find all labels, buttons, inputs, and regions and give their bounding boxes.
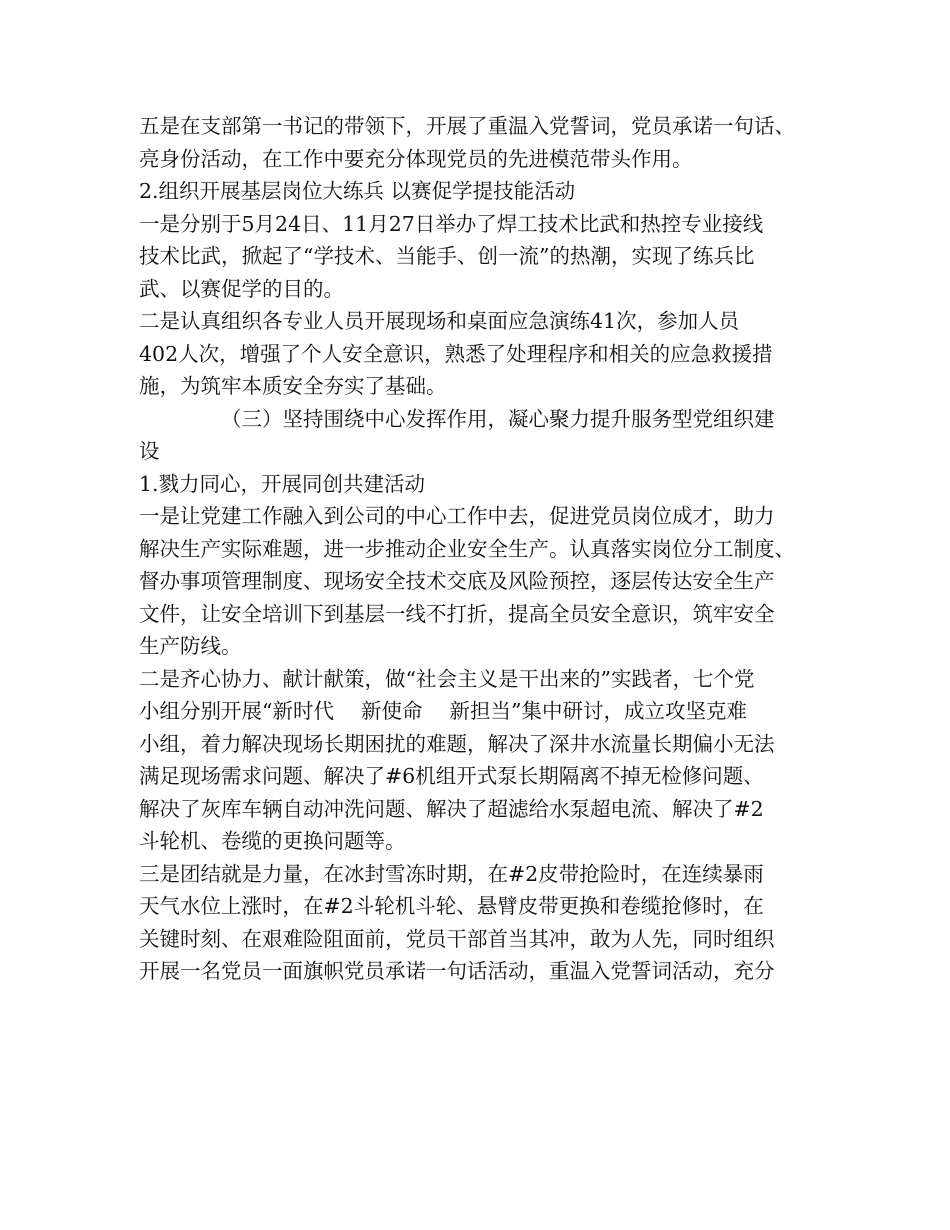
paragraph-line: 402人次，增强了个人安全意识，熟悉了处理程序和相关的应急救援措 — [139, 341, 773, 366]
subheading: 2.组织开展基层岗位大练兵 以赛促学提技能活动 — [139, 179, 576, 203]
paragraph-line: 关键时刻、在艰难险阻面前，党员干部首当其冲，敢为人先，同时组织 — [139, 926, 775, 951]
paragraph-line: 解决生产实际难题，进一步推动企业安全生产。认真落实岗位分工制度、 — [139, 536, 795, 561]
paragraph-line: 文件，让安全培训下到基层一线不打折，提高全员安全意识，筑牢安全 — [139, 601, 775, 626]
paragraph-line: 生产防线。 — [139, 634, 242, 658]
paragraph-line: 二是认真组织各专业人员开展现场和桌面应急演练41次，参加人员 — [139, 309, 740, 333]
section-heading: （三）坚持围绕中心发挥作用，凝心聚力提升服务型党组织建 — [221, 406, 775, 431]
paragraph-line: 三是团结就是力量，在冰封雪冻时期，在#2皮带抢险时，在连续暴雨 — [139, 861, 764, 886]
paragraph-line: 天气水位上涨时，在#2斗轮机斗轮、悬臂皮带更换和卷缆抢修时，在 — [139, 894, 764, 918]
paragraph-line: 一是分别于5月24日、11月27日举办了焊工技术比武和热控专业接线 — [139, 211, 764, 236]
paragraph-line: 解决了灰库车辆自动冲洗问题、解决了超滤给水泵超电流、解决了#2 — [139, 796, 764, 821]
paragraph-line: 督办事项管理制度、现场安全技术交底及风险预控，逐层传达安全生产 — [139, 569, 775, 593]
paragraph-line: 一是让党建工作融入到公司的中心工作中去，促进党员岗位成才，助力 — [139, 504, 775, 528]
paragraph-line: 开展一名党员一面旗帜党员承诺一句话活动，重温入党誓词活动，充分 — [139, 959, 775, 983]
paragraph-line: 施，为筑牢本质安全夯实了基础。 — [139, 374, 447, 398]
paragraph-line: 小组分别开展“新时代 新使命 新担当”集中研讨，成立攻坚克难 — [139, 699, 747, 723]
document-body — [139, 110, 819, 988]
paragraph-line: 斗轮机、卷缆的更换问题等。 — [139, 829, 406, 853]
paragraph-line: 武、以赛促学的目的。 — [139, 276, 344, 301]
paragraph-line: 小组，着力解决现场长期困扰的难题，解决了深井水流量长期偏小无法 — [139, 731, 775, 756]
paragraph-line: 技术比武，掀起了“学技术、当能手、创一流”的热潮，实现了练兵比 — [139, 244, 755, 268]
paragraph-line: 满足现场需求问题、解决了#6机组开式泵长期隔离不掉无检修问题、 — [139, 764, 764, 788]
paragraph-line: 二是齐心协力、献计献策，做“社会主义是干出来的”实践者，七个党 — [139, 666, 755, 691]
paragraph-line: 亮身份活动，在工作中要充分体现党员的先进模范带头作用。 — [139, 146, 693, 171]
subheading: 1.戮力同心，开展同创共建活动 — [139, 471, 426, 496]
section-heading-continuation: 设 — [139, 439, 160, 463]
paragraph-line: 五是在支部第一书记的带领下，开展了重温入党誓词，党员承诺一句话、 — [139, 114, 795, 138]
